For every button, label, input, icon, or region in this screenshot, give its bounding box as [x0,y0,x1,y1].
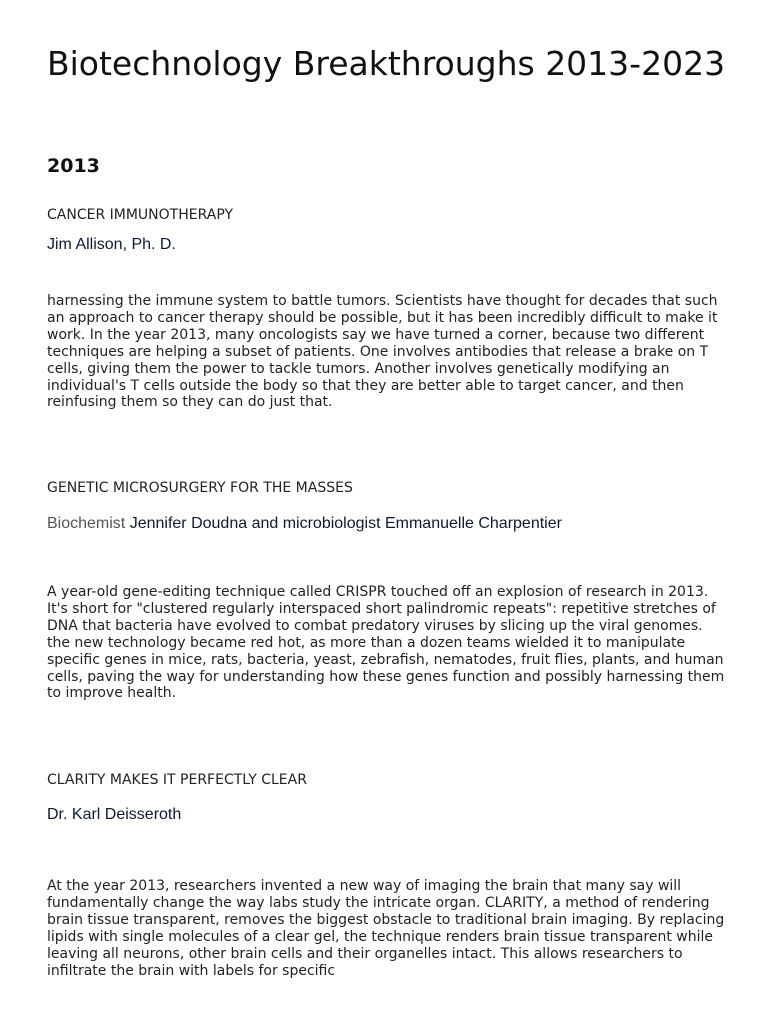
section-body: At the year 2013, researchers invented a new way of imaging the brain that many say will fundamentally change the way labs study the intricate organ. CLARITY, a method of rendering brain tissue transparent, removes the biggest obstacle to traditional brain imaging. By replacing lipids with single molecules of a clear gel, the technique renders brain tissue transparent while leaving all neurons, other brain cells and their organelles intact. This allows researchers to infiltrate the brain with labels for specific [47,878,725,979]
person-prefix: Biochemist [47,515,126,532]
person-name: Jim Allison, Ph. D. [47,236,176,253]
section-title-clarity: CLARITY MAKES IT PERFECTLY CLEAR [47,772,307,788]
section-person [47,235,176,255]
section-body: A year-old gene-editing technique called CRISPR touched off an explosion of research in 2013. It's short for "clustered regularly interspaced short palindromic repeats": repetitive stretches of DNA that bacteria have evolved to combat predatory viruses by slicing up the viral genomes. the new technology became red hot, as more than a dozen teams wielded it to manipulate specific genes in mice, rats, bacteria, yeast, zebrafish, nematodes, fruit flies, plants, and human cells, paving the way for understanding how these genes function and possibly harnessing them to improve health. [47,584,725,702]
year-heading: 2013 [47,155,100,177]
section-title-genetic-microsurgery: GENETIC MICROSURGERY FOR THE MASSES [47,480,353,496]
person-name: Dr. Karl Deisseroth [47,806,182,823]
person-name: Jennifer Doudna and microbiologist Emmanuelle Charpentier [129,515,562,532]
section-person [47,805,181,825]
section-body: harnessing the immune system to battle tumors. Scientists have thought for decades that such an approach to cancer therapy should be possible, but it has been incredibly difficult to make it work. In the year 2013, many oncologists say we have turned a corner, because two different techniques are helping a subset of patients. One involves antibodies that release a brake on T cells, giving them the power to tackle tumors. Another involves genetically modifying an individual's T cells outside the body so that they are better able to target cancer, and then reinfusing them so they can do just that. [47,293,718,411]
section-person [47,514,562,534]
document-title: Biotechnology Breakthroughs 2013-2023 [47,44,726,83]
section-title-cancer-immunotherapy: CANCER IMMUNOTHERAPY [47,207,233,223]
